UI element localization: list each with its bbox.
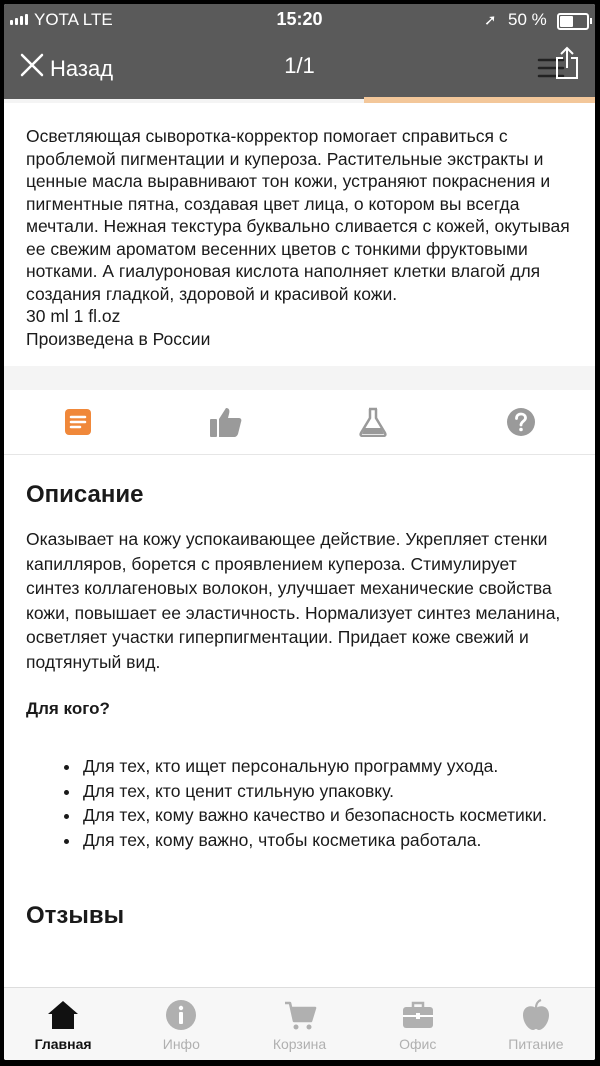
battery-percent: 50 % [508,10,547,29]
tab-office[interactable] [359,988,477,1060]
share-icon[interactable] [554,46,580,80]
tab-home[interactable] [4,988,122,1060]
tab-nutrition-label: Питание [508,1036,564,1052]
description-text: Оказывает на кожу успокаивающее действие. Укрепляет стенки капилляров, борется с проявлением купероза. Стимулирует синтез коллагеновых волокон, улучшает механические свойства кожи, повышает ее эластичность. Нормализует синтез меланина, осветляет участки гиперпигментации. Придает коже свежий и подтянутый вид. [26,529,561,672]
status-time: 15:20 [276,9,323,29]
product-content [4,103,595,1025]
tab-faq[interactable] [501,402,541,442]
product-intro [4,103,595,366]
flask-icon [359,407,387,437]
location-icon: ➚ [484,12,497,29]
briefcase-icon [401,998,435,1032]
list-item: • Для тех, кто ищет персональную программу ухода. [81,754,573,779]
list-item: • Для тех, кому важно, чтобы косметика работала. [81,828,573,853]
info-icon [164,998,198,1032]
tab-info-label: Инфо [162,1036,200,1052]
tab-nutrition[interactable] [477,988,595,1060]
tab-description[interactable] [58,402,98,442]
who-title: Для кого? [26,699,110,718]
tab-cart[interactable] [240,988,358,1060]
bottom-tab-bar [4,987,595,1060]
thumbs-up-icon [209,406,243,438]
tab-reviews[interactable] [206,402,246,442]
document-icon [64,408,92,436]
carrier-label: YOTA LTE [34,10,113,29]
battery-icon [557,13,589,30]
intro-text: Осветляющая сыворотка-корректор помогает справиться с проблемой пигментации и купероза. Растительные экстракты и ценные масла выравнивают тон кожи, устраняют покраснения и пигментные пятна, создавая цвет лица, о котором вы всегда мечтали. Нежная текстура буквально сливается с кожей, окутывая ее свежим ароматом весенних цветов с тонкими фруктовыми нотками. А гиалуроновая кислота наполняет клетки влагой для создания гладкой, здоровой и красивой кожи. [26,126,570,304]
description-section [4,455,595,1025]
origin-text: Произведена в России [26,328,211,349]
section-gap [4,366,595,390]
tab-info[interactable] [122,988,240,1060]
home-icon [46,998,80,1032]
status-bar [4,8,595,32]
apple-icon [519,998,553,1032]
viewer-header [4,4,595,99]
volume-text: 30 ml 1 fl.oz [26,306,121,326]
list-item: • Для тех, кто ценит стильную упаковку. [81,779,573,804]
screen [4,4,595,1060]
question-icon [506,407,536,437]
tab-composition[interactable] [353,402,393,442]
page-counter: 1/1 [284,53,315,78]
list-item: • Для тех, кому важно качество и безопасность косметики. [81,803,573,828]
tab-home-label: Главная [34,1036,92,1052]
who-list [26,754,573,852]
back-button[interactable]: Назад [50,56,114,81]
product-tabs [4,390,595,454]
tab-cart-label: Корзина [272,1036,327,1052]
reviews-title: Отзывы [26,902,125,929]
cart-icon [283,998,317,1032]
tab-office-label: Офис [399,1036,437,1052]
description-title: Описание [26,481,144,508]
